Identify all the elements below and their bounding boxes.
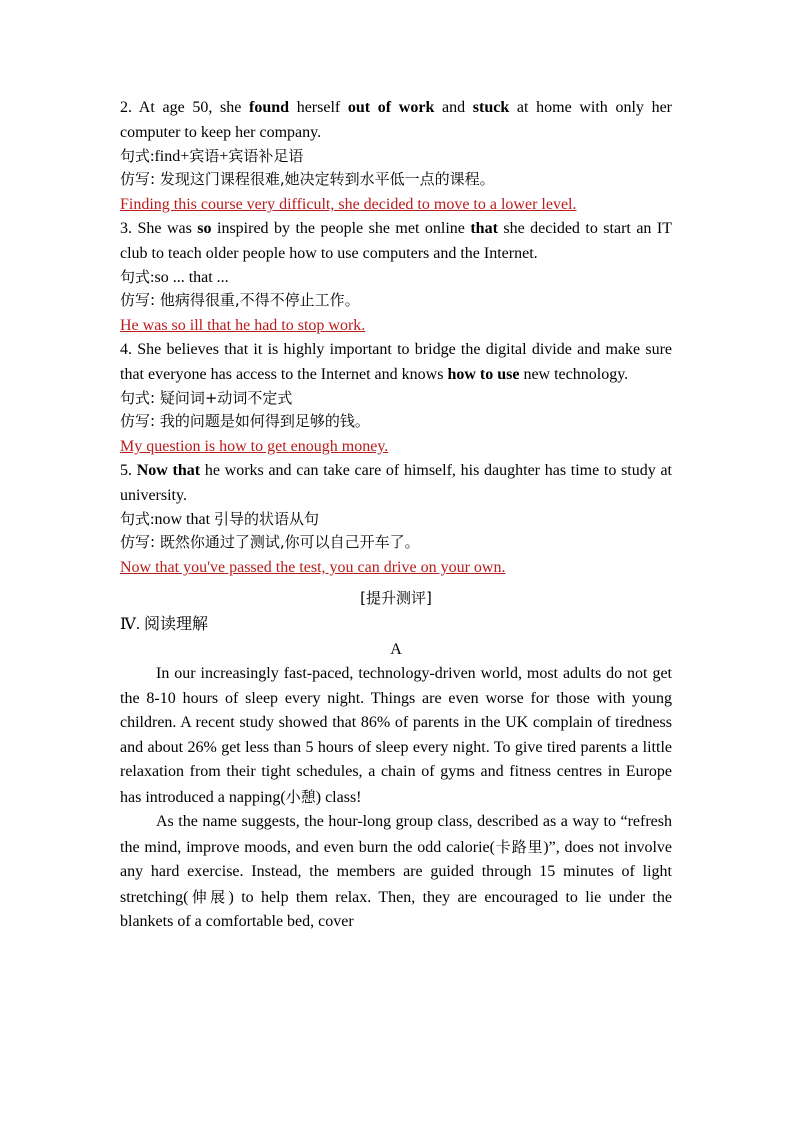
sentence-text: she decided to start an IT club to teach older people how to use computers and the Internet. xyxy=(120,220,672,262)
pattern-text: 宾语补足语 xyxy=(228,147,304,165)
pattern-line xyxy=(120,508,672,531)
answer-text: Finding this course very difficult, she decided to move to a lower level. xyxy=(120,196,577,213)
item-number: 4. xyxy=(120,341,132,358)
imitate-label: 仿写 xyxy=(120,291,151,309)
pattern-text: 宾语 xyxy=(189,147,220,165)
passage-text: In our increasingly fast-paced, technology-driven world, most adults do not get the 8-10 hours of sleep every night. Things are even worse for those with young children. A recent study showed that 86% of parents in the UK complain of tiredness and about 26% get less than 5 hours of sleep every night. To give tired parents a little relaxation from their tight schedules, a chain of gyms and fitness centres in Europe has introduced a napping( xyxy=(120,665,672,806)
pattern-line xyxy=(120,387,672,410)
pattern-text: + xyxy=(219,148,229,165)
key-phrase: how to use xyxy=(447,365,520,383)
sentence-text: and xyxy=(434,99,473,116)
imitate-line xyxy=(120,168,672,191)
imitate-line xyxy=(120,289,672,312)
pattern-text: :find+ xyxy=(150,148,190,165)
example-sentence xyxy=(120,217,672,266)
key-phrase: that xyxy=(470,220,498,237)
imitate-label: 仿写 xyxy=(120,170,151,188)
passage-text: ) class! xyxy=(315,788,362,806)
example-sentence xyxy=(120,459,672,508)
test-heading-text: [提升测评] xyxy=(360,589,432,607)
chinese-gloss: 小憩 xyxy=(285,787,316,806)
imitate-text: : 他病得很重,不得不停止工作。 xyxy=(150,291,360,309)
imitate-label: 仿写 xyxy=(120,412,151,430)
passage-text: As the name suggests, the hour-long group class, described as a way to “refresh the mind, improve moods, and even burn the odd calorie( xyxy=(120,813,672,856)
answer-text: Now that you've passed the test, you can drive on your own. xyxy=(120,559,506,576)
sentence-text: She believes that it is highly important to bridge the digital divide and make sure that everyone has access to the Internet and knows xyxy=(120,341,673,383)
example-sentence xyxy=(120,338,672,387)
key-phrase: stuck xyxy=(472,99,510,116)
imitate-text: : 发现这门课程很难,她决定转到水平低一点的课程。 xyxy=(150,170,495,188)
key-phrase: so xyxy=(197,220,212,237)
answer-text: He was so ill that he had to stop work. xyxy=(120,317,366,334)
pattern-label: 句式 xyxy=(120,389,151,407)
pattern-line xyxy=(120,266,672,289)
pattern-label: 句式 xyxy=(120,147,151,165)
answer-text: My question is how to get enough money. xyxy=(120,438,389,455)
passage-text: ) to help them relax. Then, they are encouraged to lie under the blankets of a comfortable bed, cover xyxy=(120,888,672,930)
section-heading xyxy=(120,611,672,638)
pattern-line xyxy=(120,145,672,168)
item-number: 5. xyxy=(120,462,132,479)
pattern-label: 句式 xyxy=(120,510,151,528)
passage-letter: A xyxy=(390,641,402,658)
pattern-text: :now that xyxy=(150,511,215,528)
item-number: 2. xyxy=(120,99,132,116)
pattern-text: : 疑问词+动词不定式 xyxy=(150,389,293,407)
imitate-line xyxy=(120,531,672,554)
sentence-text: herself xyxy=(289,99,348,116)
key-phrase: Now that xyxy=(136,462,201,479)
imitate-text: : 我的问题是如何得到足够的钱。 xyxy=(150,412,370,430)
section-title: 阅读理解 xyxy=(143,614,208,633)
sentence-text: he works and can take care of himself, his daughter has time to study at university. xyxy=(120,462,673,504)
chinese-gloss: 伸展 xyxy=(188,887,229,906)
item-number: 3. xyxy=(120,220,132,237)
document-content xyxy=(120,96,672,935)
pattern-text: 引导的状语从句 xyxy=(214,510,320,528)
chinese-gloss: 卡路里 xyxy=(494,837,544,856)
passage-paragraph xyxy=(120,810,672,935)
passage-paragraph xyxy=(120,662,672,810)
passage-text: )”, does not involve any hard exercise. Instead, the members are guided through 15 minutes of light stretching( xyxy=(120,838,672,906)
section-number: Ⅳ. xyxy=(120,616,140,633)
key-phrase: out of work xyxy=(347,99,435,116)
sentence-text: inspired by the people she met online xyxy=(211,220,471,237)
test-heading xyxy=(120,586,672,611)
sentence-text: at home with only her computer to keep her company. xyxy=(120,99,673,141)
imitate-line xyxy=(120,410,672,433)
example-sentence xyxy=(120,96,672,145)
imitate-text: : 既然你通过了测试,你可以自己开车了。 xyxy=(150,533,420,551)
imitate-label: 仿写 xyxy=(120,533,151,551)
pattern-text: :so ... that ... xyxy=(150,269,229,286)
sentence-text: She was xyxy=(137,220,198,237)
sentence-text: At age 50, she xyxy=(138,99,249,116)
pattern-label: 句式 xyxy=(120,268,151,286)
sentence-text: new technology. xyxy=(519,365,629,383)
key-phrase: found xyxy=(249,99,290,116)
